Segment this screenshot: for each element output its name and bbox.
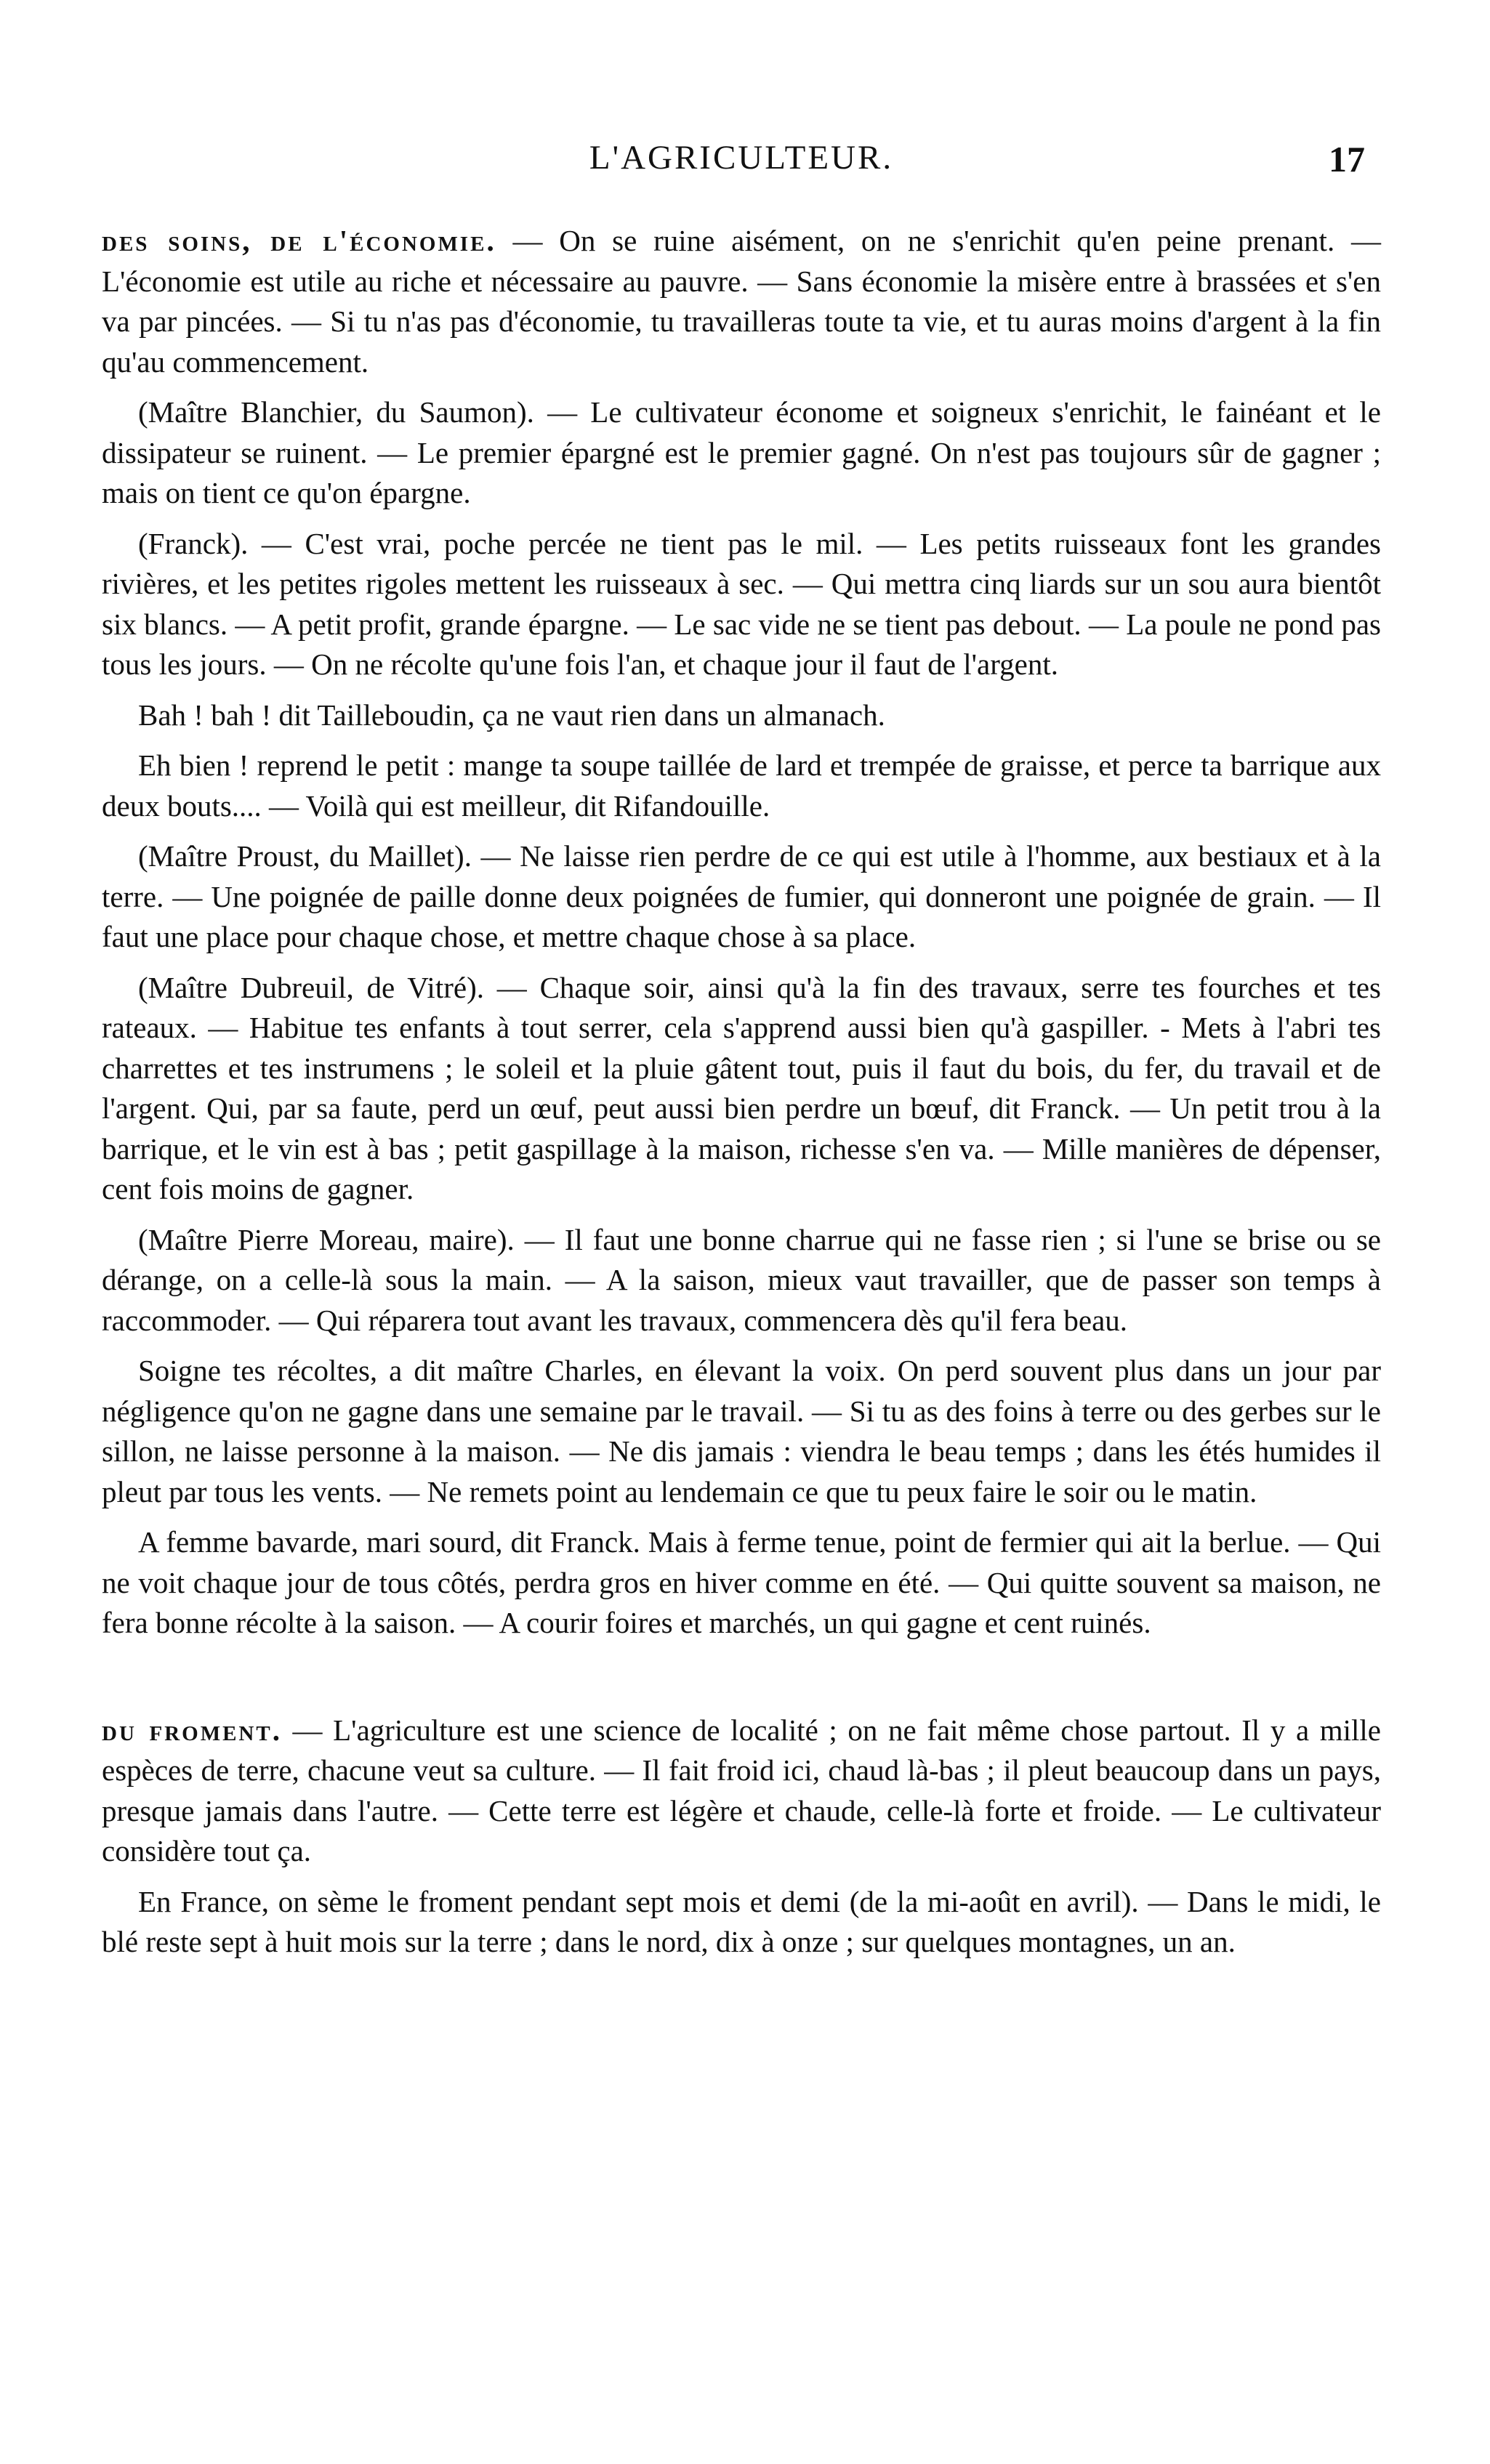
paragraph: (Maître Blanchier, du Saumon). — Le cultivateur économe et soigneux s'enrichit, le fainéant et le dissipateur se ruinent. — Le premier épargné est le premier gagné. On n'est pas toujours sûr de gagner ; mais on tient ce qu'on épargne. [102, 395, 1381, 509]
paragraph: (Maître Dubreuil, de Vitré). — Chaque soir, ainsi qu'à la fin des travaux, serre tes fourches et tes rateaux. — Habitue tes enfants à tout serrer, cela s'apprend aussi bien qu'à gaspiller. - Mets à l'abri tes charrettes et tes instrumens ; le soleil et la pluie gâtent tout, puis il faut du bois, du fer, du travail et de l'argent. Qui, par sa faute, perd un œuf, peut aussi bien perdre un bœuf, dit Franck. — Un petit trou à la barrique, et le vin est à bas ; petit gaspillage à la maison, richesse s'en va. — Mille manières de dépenser, cent fois moins de gagner. [102, 970, 1381, 1205]
page-number: 17 [1329, 139, 1365, 179]
running-header [102, 138, 1381, 196]
section-heading: des soins, de l'économie. [102, 224, 496, 257]
paragraph: Eh bien ! reprend le petit : mange ta soupe taillée de lard et trempée de graisse, et perce ta barrique aux deux bouts.... — Voilà qui est meilleur, dit Rifandouille. [102, 748, 1381, 823]
paragraph: (Maître Pierre Moreau, maire). — Il faut une bonne charrue qui ne fasse rien ; si l'une se brise ou se dérange, on a celle-là sous la main. — A la saison, mieux vaut travailler, que de passer son temps à raccommoder. — Qui réparera tout avant les travaux, commencera dès qu'il fera beau. [102, 1222, 1381, 1337]
paragraph: (Franck). — C'est vrai, poche percée ne tient pas le mil. — Les petits ruisseaux font les grandes rivières, et les petites rigoles mettent les ruisseaux à sec. — Qui mettra cinq liards sur un sou aura bientôt six blancs. — A petit profit, grande épargne. — Le sac vide ne se tient pas debout. — La poule ne pond pas tous les jours. — On ne récolte qu'une fois l'an, et chaque jour il faut de l'argent. [102, 526, 1381, 681]
paragraph: Bah ! bah ! dit Tailleboudin, ça ne vaut rien dans un almanach. [138, 698, 885, 732]
paragraph: (Maître Proust, du Maillet). — Ne laisse rien perdre de ce qui est utile à l'homme, aux bestiaux et à la terre. — Une poignée de paille donne deux poignées de fumier, qui donneront une poignée de grain. — Il faut une place pour chaque chose, et mettre chaque chose à sa place. [102, 839, 1381, 953]
paragraph [102, 221, 1381, 382]
paragraph-text: — L'agriculture est une science de localité ; on ne fait même chose partout. Il y a mille espèces de terre, chacune veut sa culture. — Il fait froid ici, chaud là-bas ; il pleut beaucoup dans un pays, presque jamais dans l'autre. — Cette terre est légère et chaude, celle-là forte et froide. — Le cultivateur considère tout ça. [102, 1713, 1381, 1867]
paragraph: Soigne tes récoltes, a dit maître Charles, en élevant la voix. On perd souvent plus dans un jour par négligence qu'on ne gagne dans une semaine par le travail. — Si tu as des foins à terre ou des gerbes sur le sillon, ne laisse personne à la maison. — Ne dis jamais : viendra le beau temps ; dans les étés humides il pleut par tous les vents. — Ne remets point au lendemain ce que tu peux faire le soir ou le matin. [102, 1354, 1381, 1508]
paragraph [102, 1710, 1381, 1872]
paragraph: A femme bavarde, mari sourd, dit Franck. Mais à ferme tenue, point de fermier qui ait la berlue. — Qui ne voit chaque jour de tous côtés, perdra gros en hiver comme en été. — Qui quitte souvent sa maison, ne fera bonne récolte à la saison. — A courir foires et marchés, un qui gagne et cent ruinés. [102, 1525, 1381, 1639]
section-heading: du froment. [102, 1713, 282, 1747]
paragraph-text: — On se ruine aisément, on ne s'enrichit qu'en peine prenant. — L'économie est utile au riche et nécessaire au pauvre. — Sans économie la misère entre à brassées et s'en va par pincées. — Si tu n'as pas d'économie, tu travailleras toute ta vie, et tu auras moins d'argent à la fin qu'au commencement. [102, 224, 1381, 379]
running-title: L'AGRICULTEUR. [589, 139, 894, 177]
paragraph: En France, on sème le froment pendant sept mois et demi (de la mi-août en avril). — Dans le midi, le blé reste sept à huit mois sur la terre ; dans le nord, dix à onze ; sur quelques montagnes, un an. [102, 1884, 1381, 1958]
